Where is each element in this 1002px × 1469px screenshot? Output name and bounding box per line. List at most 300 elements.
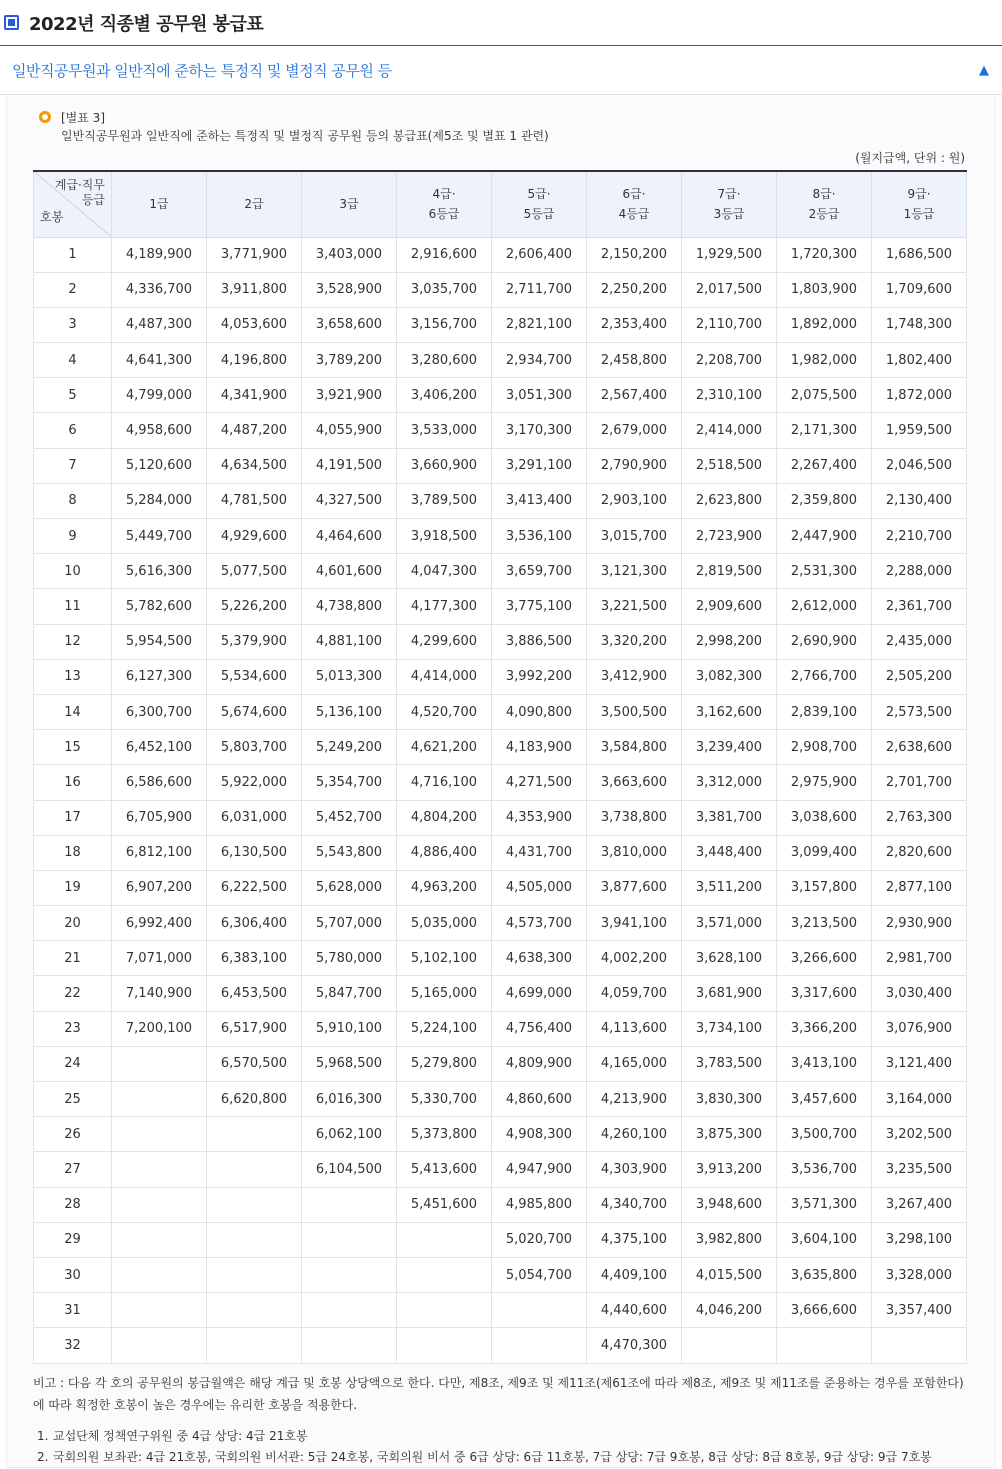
salary-cell: 4,196,800: [207, 343, 302, 378]
salary-cell: 4,191,500: [302, 448, 397, 483]
salary-cell: 5,847,700: [302, 976, 397, 1011]
salary-cell: 3,783,500: [682, 1046, 777, 1081]
step-cell: 8: [34, 483, 112, 518]
note-item: 2. 국회의원 보좌관: 4급 21호봉, 국회의원 비서관: 5급 24호봉, 국회의원 비서 중 6급 상당: 6급 11호봉, 7급 상당: 7급 9호봉, 8급 상당: 8급 8호봉, 9급 상당: 9급 7호봉: [37, 1449, 932, 1464]
salary-cell: 3,076,900: [872, 1011, 967, 1046]
step-cell: 26: [34, 1117, 112, 1152]
salary-cell: 5,616,300: [112, 554, 207, 589]
salary-cell: 4,929,600: [207, 519, 302, 554]
table-row: [34, 237, 967, 272]
column-header: 5급· 5등급: [492, 171, 587, 237]
salary-cell: 7,140,900: [112, 976, 207, 1011]
salary-cell: 3,121,300: [587, 554, 682, 589]
salary-cell: 4,860,600: [492, 1082, 587, 1117]
salary-cell: [207, 1117, 302, 1152]
salary-cell: 5,534,600: [207, 659, 302, 694]
collapse-arrow-icon[interactable]: ▲: [979, 63, 989, 78]
salary-cell: 4,470,300: [587, 1328, 682, 1363]
table-row: [34, 1187, 967, 1222]
salary-cell: 2,017,500: [682, 272, 777, 307]
table-row: [34, 413, 967, 448]
salary-cell: 6,586,600: [112, 765, 207, 800]
column-header: 2급: [207, 171, 302, 237]
annex-line: [33, 109, 967, 125]
step-cell: 11: [34, 589, 112, 624]
salary-cell: [112, 1046, 207, 1081]
salary-cell: 3,381,700: [682, 800, 777, 835]
table-row: [34, 976, 967, 1011]
salary-cell: 6,812,100: [112, 835, 207, 870]
salary-cell: 4,881,100: [302, 624, 397, 659]
salary-cell: 2,208,700: [682, 343, 777, 378]
salary-cell: 4,621,200: [397, 730, 492, 765]
salary-cell: 3,536,700: [777, 1152, 872, 1187]
salary-cell: 1,803,900: [777, 272, 872, 307]
salary-cell: 3,666,600: [777, 1293, 872, 1328]
salary-cell: 4,886,400: [397, 835, 492, 870]
salary-cell: 2,839,100: [777, 694, 872, 729]
salary-cell: 4,177,300: [397, 589, 492, 624]
salary-cell: [492, 1293, 587, 1328]
salary-cell: 4,055,900: [302, 413, 397, 448]
salary-cell: 5,102,100: [397, 941, 492, 976]
salary-cell: [207, 1222, 302, 1257]
salary-cell: 2,821,100: [492, 307, 587, 342]
page-header: [0, 0, 1002, 46]
salary-cell: 2,981,700: [872, 941, 967, 976]
salary-cell: [397, 1222, 492, 1257]
step-cell: 5: [34, 378, 112, 413]
table-row: [34, 1046, 967, 1081]
salary-cell: [112, 1187, 207, 1222]
salary-cell: 5,910,100: [302, 1011, 397, 1046]
salary-cell: 3,266,600: [777, 941, 872, 976]
table-body: [34, 237, 967, 1363]
salary-cell: 4,963,200: [397, 870, 492, 905]
salary-cell: 2,414,000: [682, 413, 777, 448]
annex-description: 일반직공무원과 일반직에 준하는 특정직 및 별정직 공무원 등의 봉급표(제5조 및 별표 1 관련): [61, 129, 549, 143]
step-cell: 7: [34, 448, 112, 483]
salary-cell: 3,406,200: [397, 378, 492, 413]
salary-cell: 2,361,700: [872, 589, 967, 624]
salary-cell: 4,046,200: [682, 1293, 777, 1328]
salary-cell: 3,734,100: [682, 1011, 777, 1046]
page-title: 2022년 직종별 공무원 봉급표: [29, 13, 264, 35]
salary-cell: 3,511,200: [682, 870, 777, 905]
salary-cell: 4,520,700: [397, 694, 492, 729]
salary-cell: 3,030,400: [872, 976, 967, 1011]
salary-cell: 4,002,200: [587, 941, 682, 976]
step-cell: 12: [34, 624, 112, 659]
column-header: 8급· 2등급: [777, 171, 872, 237]
corner-grade-label: 등급: [81, 193, 105, 207]
table-row: [34, 1222, 967, 1257]
step-cell: 21: [34, 941, 112, 976]
salary-cell: 4,090,800: [492, 694, 587, 729]
salary-cell: 2,171,300: [777, 413, 872, 448]
salary-cell: 5,136,100: [302, 694, 397, 729]
table-row: [34, 1152, 967, 1187]
salary-cell: 5,543,800: [302, 835, 397, 870]
salary-cell: 3,312,000: [682, 765, 777, 800]
salary-cell: 4,908,300: [492, 1117, 587, 1152]
salary-cell: 4,165,000: [587, 1046, 682, 1081]
salary-cell: 3,267,400: [872, 1187, 967, 1222]
salary-cell: 1,892,000: [777, 307, 872, 342]
salary-cell: 6,222,500: [207, 870, 302, 905]
salary-cell: 3,213,500: [777, 906, 872, 941]
salary-cell: 3,604,100: [777, 1222, 872, 1257]
salary-cell: 4,340,700: [587, 1187, 682, 1222]
salary-cell: 5,077,500: [207, 554, 302, 589]
salary-cell: 3,280,600: [397, 343, 492, 378]
salary-cell: 3,948,600: [682, 1187, 777, 1222]
salary-cell: [682, 1328, 777, 1363]
salary-cell: 5,413,600: [397, 1152, 492, 1187]
corner-header-cell: [34, 171, 112, 237]
salary-cell: 4,781,500: [207, 483, 302, 518]
salary-cell: 3,500,700: [777, 1117, 872, 1152]
salary-cell: 3,156,700: [397, 307, 492, 342]
salary-cell: 1,686,500: [872, 237, 967, 272]
salary-cell: 5,968,500: [302, 1046, 397, 1081]
salary-cell: 4,183,900: [492, 730, 587, 765]
salary-cell: 2,310,100: [682, 378, 777, 413]
salary-cell: 3,121,400: [872, 1046, 967, 1081]
salary-cell: 2,701,700: [872, 765, 967, 800]
salary-cell: 3,051,300: [492, 378, 587, 413]
salary-cell: 4,573,700: [492, 906, 587, 941]
salary-cell: 3,789,500: [397, 483, 492, 518]
salary-cell: 3,015,700: [587, 519, 682, 554]
salary-cell: 3,918,500: [397, 519, 492, 554]
salary-cell: 2,916,600: [397, 237, 492, 272]
table-row: [34, 378, 967, 413]
salary-cell: 3,448,400: [682, 835, 777, 870]
step-cell: 9: [34, 519, 112, 554]
salary-cell: 2,288,000: [872, 554, 967, 589]
salary-cell: 4,958,600: [112, 413, 207, 448]
salary-cell: 6,031,000: [207, 800, 302, 835]
salary-cell: 3,628,100: [682, 941, 777, 976]
salary-cell: 5,782,600: [112, 589, 207, 624]
note-item: 1. 교섭단체 정책연구위원 중 4급 상당: 4급 21호봉: [37, 1428, 308, 1443]
salary-cell: 4,756,400: [492, 1011, 587, 1046]
salary-cell: 4,641,300: [112, 343, 207, 378]
table-row: [34, 730, 967, 765]
salary-cell: 3,457,600: [777, 1082, 872, 1117]
step-cell: 22: [34, 976, 112, 1011]
salary-cell: 2,612,000: [777, 589, 872, 624]
salary-cell: [112, 1257, 207, 1292]
salary-cell: 2,975,900: [777, 765, 872, 800]
salary-cell: 4,809,900: [492, 1046, 587, 1081]
salary-cell: 6,306,400: [207, 906, 302, 941]
salary-cell: 3,533,000: [397, 413, 492, 448]
salary-cell: 2,679,000: [587, 413, 682, 448]
salary-cell: 4,353,900: [492, 800, 587, 835]
table-row: [34, 589, 967, 624]
corner-rank-label: 계급·직무: [54, 178, 105, 192]
salary-cell: 2,606,400: [492, 237, 587, 272]
salary-cell: 2,638,600: [872, 730, 967, 765]
salary-cell: 5,330,700: [397, 1082, 492, 1117]
salary-cell: 4,601,600: [302, 554, 397, 589]
salary-cell: [112, 1082, 207, 1117]
salary-cell: 4,716,100: [397, 765, 492, 800]
salary-cell: 3,082,300: [682, 659, 777, 694]
salary-cell: 2,110,700: [682, 307, 777, 342]
table-row: [34, 941, 967, 976]
step-cell: 14: [34, 694, 112, 729]
salary-cell: 5,452,700: [302, 800, 397, 835]
salary-cell: 6,130,500: [207, 835, 302, 870]
table-row: [34, 624, 967, 659]
salary-cell: 2,763,300: [872, 800, 967, 835]
salary-cell: 6,517,900: [207, 1011, 302, 1046]
salary-cell: 3,038,600: [777, 800, 872, 835]
salary-cell: 3,320,200: [587, 624, 682, 659]
step-cell: 4: [34, 343, 112, 378]
salary-cell: 3,992,200: [492, 659, 587, 694]
step-cell: 13: [34, 659, 112, 694]
step-cell: 29: [34, 1222, 112, 1257]
salary-cell: 6,383,100: [207, 941, 302, 976]
salary-cell: 3,298,100: [872, 1222, 967, 1257]
salary-cell: 5,803,700: [207, 730, 302, 765]
salary-cell: 3,659,700: [492, 554, 587, 589]
salary-cell: 4,260,100: [587, 1117, 682, 1152]
salary-cell: 5,954,500: [112, 624, 207, 659]
salary-cell: 4,409,100: [587, 1257, 682, 1292]
salary-cell: 1,720,300: [777, 237, 872, 272]
salary-cell: 5,373,800: [397, 1117, 492, 1152]
salary-cell: [302, 1257, 397, 1292]
salary-cell: [397, 1257, 492, 1292]
salary-cell: 3,771,900: [207, 237, 302, 272]
salary-cell: 3,500,500: [587, 694, 682, 729]
section-title[interactable]: 일반직공무원과 일반직에 준하는 특정직 및 별정직 공무원 등: [12, 62, 392, 80]
table-row: [34, 1328, 967, 1363]
table-row: [34, 483, 967, 518]
salary-cell: 4,299,600: [397, 624, 492, 659]
salary-cell: 6,104,500: [302, 1152, 397, 1187]
salary-cell: 4,799,000: [112, 378, 207, 413]
salary-cell: 4,213,900: [587, 1082, 682, 1117]
salary-cell: 3,202,500: [872, 1117, 967, 1152]
salary-cell: 6,453,500: [207, 976, 302, 1011]
salary-cell: 4,336,700: [112, 272, 207, 307]
salary-cell: 5,451,600: [397, 1187, 492, 1222]
salary-cell: 2,531,300: [777, 554, 872, 589]
salary-cell: [302, 1328, 397, 1363]
salary-cell: [112, 1293, 207, 1328]
salary-cell: 3,775,100: [492, 589, 587, 624]
salary-cell: 6,127,300: [112, 659, 207, 694]
column-header: 7급· 3등급: [682, 171, 777, 237]
salary-cell: 3,663,600: [587, 765, 682, 800]
table-row: [34, 906, 967, 941]
salary-cell: 3,357,400: [872, 1293, 967, 1328]
step-cell: 1: [34, 237, 112, 272]
salary-cell: 2,998,200: [682, 624, 777, 659]
salary-cell: 3,886,500: [492, 624, 587, 659]
salary-cell: [872, 1328, 967, 1363]
step-cell: 6: [34, 413, 112, 448]
salary-cell: 4,047,300: [397, 554, 492, 589]
salary-cell: [397, 1328, 492, 1363]
salary-table: [33, 170, 967, 1364]
salary-cell: 2,359,800: [777, 483, 872, 518]
salary-cell: 4,440,600: [587, 1293, 682, 1328]
step-cell: 31: [34, 1293, 112, 1328]
salary-cell: 2,505,200: [872, 659, 967, 694]
salary-cell: 2,723,900: [682, 519, 777, 554]
salary-cell: 4,638,300: [492, 941, 587, 976]
salary-cell: 3,162,600: [682, 694, 777, 729]
step-cell: 20: [34, 906, 112, 941]
salary-cell: 4,804,200: [397, 800, 492, 835]
column-header: 4급· 6등급: [397, 171, 492, 237]
salary-cell: 6,300,700: [112, 694, 207, 729]
section-header[interactable]: [0, 47, 1002, 95]
salary-cell: 2,447,900: [777, 519, 872, 554]
notes-list: [33, 1426, 967, 1468]
salary-cell: 2,130,400: [872, 483, 967, 518]
salary-cell: 4,947,900: [492, 1152, 587, 1187]
salary-cell: 2,909,600: [682, 589, 777, 624]
salary-cell: 3,099,400: [777, 835, 872, 870]
step-cell: 24: [34, 1046, 112, 1081]
salary-cell: 4,634,500: [207, 448, 302, 483]
salary-cell: 1,929,500: [682, 237, 777, 272]
salary-cell: 2,877,100: [872, 870, 967, 905]
table-row: [34, 800, 967, 835]
salary-cell: 6,705,900: [112, 800, 207, 835]
salary-cell: 3,164,000: [872, 1082, 967, 1117]
step-cell: 28: [34, 1187, 112, 1222]
salary-cell: 2,353,400: [587, 307, 682, 342]
salary-cell: [492, 1328, 587, 1363]
table-row: [34, 835, 967, 870]
salary-cell: 2,711,700: [492, 272, 587, 307]
salary-cell: 7,200,100: [112, 1011, 207, 1046]
salary-cell: 5,249,200: [302, 730, 397, 765]
ring-bullet-icon: [39, 111, 51, 123]
salary-cell: 1,709,600: [872, 272, 967, 307]
salary-cell: 3,571,300: [777, 1187, 872, 1222]
salary-cell: 3,911,800: [207, 272, 302, 307]
salary-cell: 2,267,400: [777, 448, 872, 483]
section-panel: [6, 95, 996, 1468]
salary-cell: 5,054,700: [492, 1257, 587, 1292]
salary-cell: 5,780,000: [302, 941, 397, 976]
salary-cell: [112, 1328, 207, 1363]
salary-cell: 1,748,300: [872, 307, 967, 342]
salary-cell: 2,819,500: [682, 554, 777, 589]
salary-cell: 6,620,800: [207, 1082, 302, 1117]
table-row: [34, 1293, 967, 1328]
salary-cell: [207, 1293, 302, 1328]
salary-cell: 3,660,900: [397, 448, 492, 483]
salary-cell: 6,992,400: [112, 906, 207, 941]
salary-cell: 1,802,400: [872, 343, 967, 378]
table-row: [34, 765, 967, 800]
salary-cell: 3,291,100: [492, 448, 587, 483]
salary-cell: 1,959,500: [872, 413, 967, 448]
step-cell: 2: [34, 272, 112, 307]
column-header: 9급· 1등급: [872, 171, 967, 237]
salary-cell: 3,170,300: [492, 413, 587, 448]
salary-cell: 4,505,000: [492, 870, 587, 905]
salary-cell: 3,412,900: [587, 659, 682, 694]
salary-cell: [112, 1152, 207, 1187]
salary-cell: 3,877,600: [587, 870, 682, 905]
salary-cell: 2,075,500: [777, 378, 872, 413]
table-row: [34, 1257, 967, 1292]
step-cell: 18: [34, 835, 112, 870]
salary-cell: 5,279,800: [397, 1046, 492, 1081]
column-header: 6급· 4등급: [587, 171, 682, 237]
salary-cell: 6,570,500: [207, 1046, 302, 1081]
table-row: [34, 1082, 967, 1117]
table-row: [34, 519, 967, 554]
salary-cell: 2,820,600: [872, 835, 967, 870]
salary-cell: 2,573,500: [872, 694, 967, 729]
salary-cell: 3,317,600: [777, 976, 872, 1011]
salary-cell: 5,224,100: [397, 1011, 492, 1046]
table-row: [34, 554, 967, 589]
salary-cell: 3,681,900: [682, 976, 777, 1011]
salary-cell: 6,016,300: [302, 1082, 397, 1117]
table-row: [34, 272, 967, 307]
salary-cell: 4,327,500: [302, 483, 397, 518]
salary-cell: 4,189,900: [112, 237, 207, 272]
salary-cell: [302, 1293, 397, 1328]
table-row: [34, 870, 967, 905]
salary-cell: 5,020,700: [492, 1222, 587, 1257]
salary-cell: 4,303,900: [587, 1152, 682, 1187]
salary-cell: 3,221,500: [587, 589, 682, 624]
salary-cell: 5,035,000: [397, 906, 492, 941]
salary-cell: 2,623,800: [682, 483, 777, 518]
salary-cell: 3,810,000: [587, 835, 682, 870]
salary-cell: 7,071,000: [112, 941, 207, 976]
table-row: [34, 307, 967, 342]
salary-cell: 5,013,300: [302, 659, 397, 694]
table-row: [34, 1117, 967, 1152]
salary-cell: 2,690,900: [777, 624, 872, 659]
salary-cell: 2,908,700: [777, 730, 872, 765]
salary-cell: [207, 1328, 302, 1363]
salary-cell: 2,790,900: [587, 448, 682, 483]
salary-cell: 4,375,100: [587, 1222, 682, 1257]
salary-cell: 3,921,900: [302, 378, 397, 413]
salary-cell: 2,930,900: [872, 906, 967, 941]
salary-cell: 4,053,600: [207, 307, 302, 342]
salary-cell: [777, 1328, 872, 1363]
step-cell: 17: [34, 800, 112, 835]
salary-cell: 2,150,200: [587, 237, 682, 272]
salary-cell: 2,518,500: [682, 448, 777, 483]
salary-cell: 5,165,000: [397, 976, 492, 1011]
step-cell: 19: [34, 870, 112, 905]
square-bullet-icon: [4, 15, 19, 30]
salary-cell: 3,366,200: [777, 1011, 872, 1046]
salary-cell: 3,413,400: [492, 483, 587, 518]
table-row: [34, 659, 967, 694]
salary-cell: 3,571,000: [682, 906, 777, 941]
